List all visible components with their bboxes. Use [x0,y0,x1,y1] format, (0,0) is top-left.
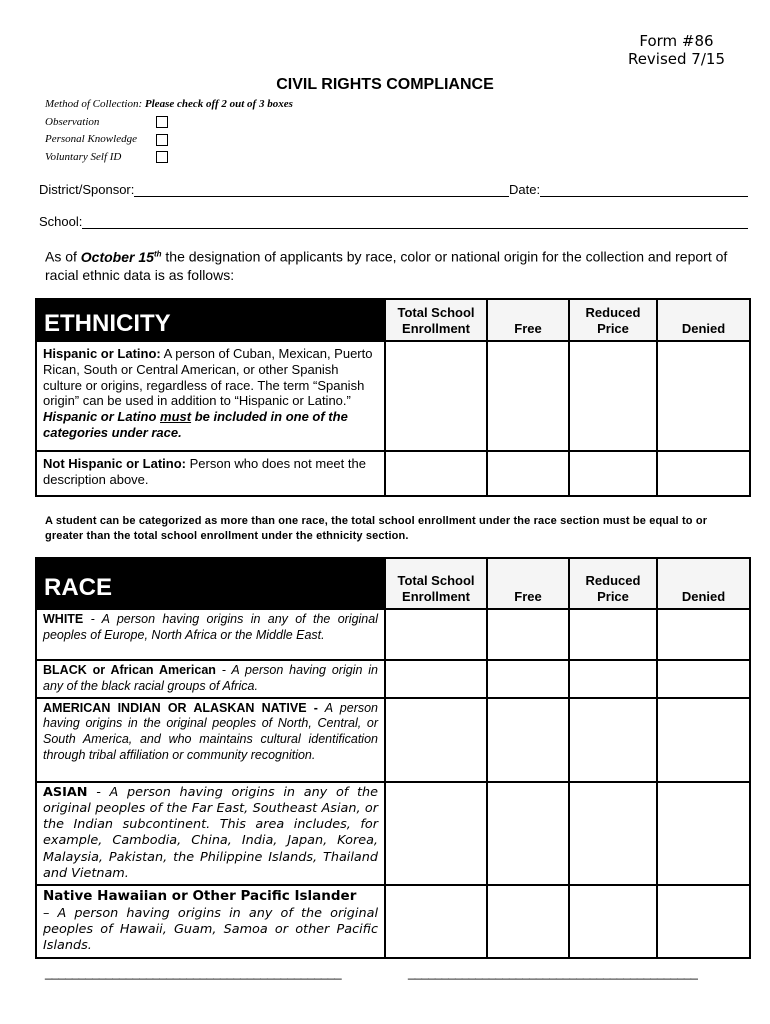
race-row-native-hawaiian [36,885,750,957]
signature-line-right[interactable]: ___________________________________________ [408,965,698,980]
race-row-white [36,609,750,660]
not-hispanic-denied-cell[interactable] [657,451,750,496]
method-option-personal-knowledge[interactable] [45,131,293,149]
voluntary-self-id-checkbox[interactable] [156,151,168,163]
ethnicity-row-hispanic [36,341,750,451]
hispanic-denied-cell[interactable] [657,341,750,451]
ethnicity-row-not-hispanic [36,451,750,496]
hispanic-description: Hispanic or Latino: A person of Cuban, Mexican, Puerto Rican, South or Central American, or other Spanish culture or origins, regardless of race. The term “Spanish origin” can be used in addition to “Hispanic or Latino.” Hispanic or Latino must be included in one of the categories under race. [36,341,385,451]
form-number-block [628,32,725,68]
intro-text: the designation of applicants by race, color or national origin for the collection and report of racial ethnic data is as follows: [45,248,728,283]
race-row-asian [36,782,750,886]
date-label: Date: [509,182,541,197]
col-header-reduced: Reduced Price [569,558,657,609]
hispanic-free-cell[interactable] [487,341,569,451]
race-row-american-indian [36,698,750,782]
form-number: Form #86 [639,32,714,50]
page-title: CIVIL RIGHTS COMPLIANCE [276,76,494,93]
hispanic-total-cell[interactable] [385,341,487,451]
race-heading: RACE [36,558,385,609]
race-row-black [36,660,750,698]
asian-reduced-cell[interactable] [569,782,657,886]
not-hispanic-name: Not Hispanic or Latino: [43,456,186,471]
native-hawaiian-reduced-cell[interactable] [569,885,657,957]
option-label: Voluntary Self ID [45,150,122,163]
col-header-total: Total School Enrollment [385,299,487,341]
option-label: Personal Knowledge [45,133,137,145]
col-header-denied: Denied [657,558,750,609]
method-label: Method of Collection: [45,98,143,110]
white-description: WHITE - A person having origins in any of the original peoples of Europe, North Africa or the Middle East. [36,609,385,660]
american-indian-description: AMERICAN INDIAN OR ALASKAN NATIVE - A person having origins in the original peoples of North, Central, or South America, and who maintains cultural identification through tribal affiliation or community recognition. [36,698,385,782]
black-total-cell[interactable] [385,660,487,698]
col-header-free: Free [487,558,569,609]
personal-knowledge-checkbox[interactable] [156,134,168,146]
white-total-cell[interactable] [385,609,487,660]
black-free-cell[interactable] [487,660,569,698]
not-hispanic-free-cell[interactable] [487,451,569,496]
option-label: Observation [45,115,100,128]
ethnicity-header-row [36,299,750,341]
district-sponsor-input[interactable] [134,183,509,197]
american-indian-reduced-cell[interactable] [569,698,657,782]
black-denied-cell[interactable] [657,660,750,698]
race-header-row [36,558,750,609]
white-reduced-cell[interactable] [569,609,657,660]
intro-paragraph [45,245,735,284]
date-field[interactable] [509,182,748,197]
method-instruction: Please check off 2 out of 3 boxes [144,98,293,110]
american-indian-free-cell[interactable] [487,698,569,782]
signature-line-left[interactable]: ____________________________________________ [45,965,342,980]
asian-denied-cell[interactable] [657,782,750,886]
school-input[interactable] [82,215,748,229]
asian-free-cell[interactable] [487,782,569,886]
col-header-denied: Denied [657,299,750,341]
intro-prefix: As of [45,248,77,265]
not-hispanic-total-cell[interactable] [385,451,487,496]
method-option-observation[interactable] [45,114,293,132]
ethnicity-table [35,298,751,497]
school-label: School: [39,214,83,229]
not-hispanic-reduced-cell[interactable] [569,451,657,496]
district-sponsor-field[interactable] [39,182,509,197]
ethnicity-heading: ETHNICITY [36,299,385,341]
race-table [35,557,751,959]
black-description: BLACK or African American - A person having origin in any of the black racial groups of Africa. [36,660,385,698]
race-note: A student can be categorized as more than one race, the total school enrollment under the race section must be equal to or greater than the total school enrollment under the ethnicity section. [45,515,708,542]
black-reduced-cell[interactable] [569,660,657,698]
native-hawaiian-free-cell[interactable] [487,885,569,957]
not-hispanic-description: Not Hispanic or Latino: Person who does not meet the description above. [36,451,385,496]
revision-date: Revised 7/15 [627,50,725,68]
native-hawaiian-total-cell[interactable] [385,885,487,957]
intro-date: October 15th [80,248,162,265]
district-sponsor-label: District/Sponsor: [39,182,135,197]
hispanic-name: Hispanic or Latino: [43,346,161,361]
col-header-reduced: Reduced Price [569,299,657,341]
american-indian-denied-cell[interactable] [657,698,750,782]
native-hawaiian-denied-cell[interactable] [657,885,750,957]
hispanic-reduced-cell[interactable] [569,341,657,451]
method-option-voluntary-self-id[interactable] [45,149,293,167]
native-hawaiian-description: Native Hawaiian or Other Pacific Islander – A person having origins in any of the original peoples of Hawaii, Guam, Samoa or other Pacific Islands. [36,885,385,957]
asian-description: ASIAN - A person having origins in any of the original peoples of the Far East, Southeast Asian, or the Indian subcontinent. This area includes, for example, Cambodia, China, India, Japan, Korea, Malaysia, Pakistan, the Philippine Islands, Thailand and Vietnam. [36,782,385,886]
asian-total-cell[interactable] [385,782,487,886]
school-field[interactable] [39,214,748,229]
method-of-collection [45,96,293,166]
col-header-free: Free [487,299,569,341]
col-header-total: Total School Enrollment [385,558,487,609]
white-denied-cell[interactable] [657,609,750,660]
american-indian-total-cell[interactable] [385,698,487,782]
white-free-cell[interactable] [487,609,569,660]
observation-checkbox[interactable] [156,116,168,128]
date-input[interactable] [540,183,748,197]
